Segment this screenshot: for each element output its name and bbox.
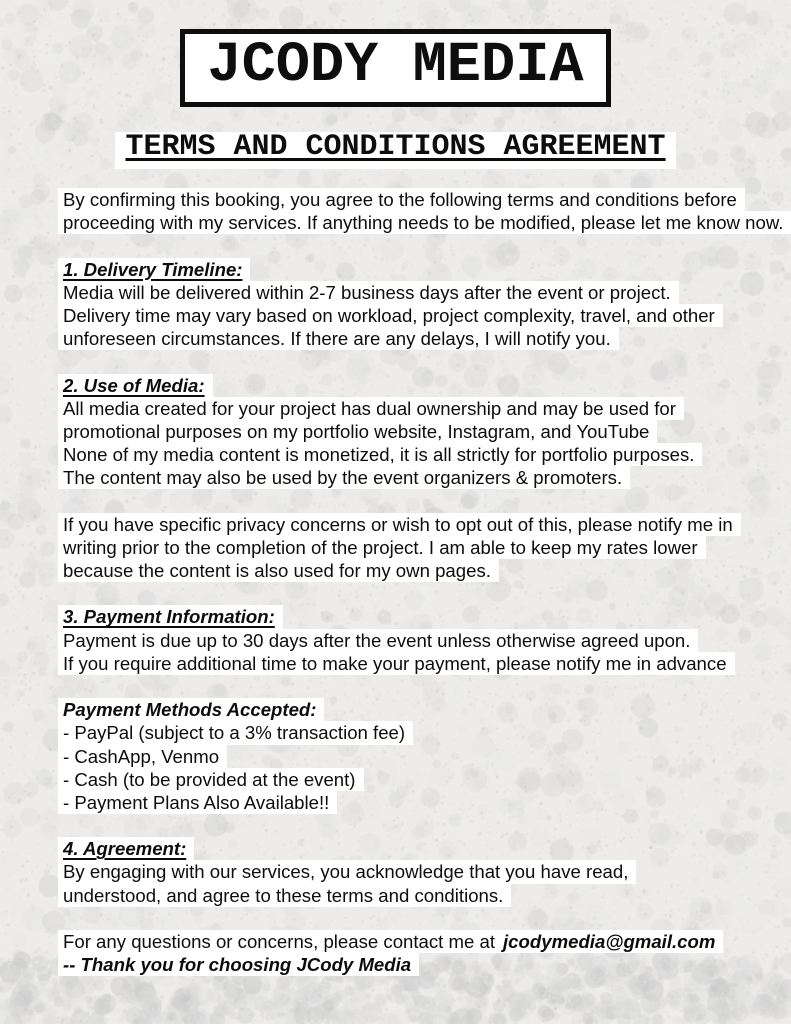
text-line: The content may also be used by the event organizers & promoters. [58, 466, 630, 489]
section-delivery-timeline [58, 258, 791, 351]
text-line: All media created for your project has dual ownership and may be used for [58, 397, 684, 420]
intro-paragraph [58, 188, 791, 234]
text-line: unforeseen circumstances. If there are any delays, I will notify you. [58, 327, 619, 350]
section-payment-information [58, 605, 791, 675]
contact-email: jcodymedia@gmail.com [503, 931, 716, 952]
text-line: If you have specific privacy concerns or wish to opt out of this, please notify me in [58, 513, 741, 536]
list-item: - PayPal (subject to a 3% transaction fee) [58, 721, 413, 744]
logo-row [0, 29, 791, 107]
text-line: None of my media content is monetized, it is all strictly for portfolio purposes. [58, 443, 702, 466]
list-item: - CashApp, Venmo [58, 745, 227, 768]
contact-block [58, 930, 791, 976]
section-agreement [58, 837, 791, 907]
text-line: understood, and agree to these terms and conditions. [58, 884, 511, 907]
privacy-paragraph [58, 513, 791, 583]
section-heading: Payment Methods Accepted: [58, 698, 324, 721]
text-line: By confirming this booking, you agree to the following terms and conditions before [58, 188, 745, 211]
closing-line: -- Thank you for choosing JCody Media [58, 953, 419, 976]
logo-box [180, 29, 610, 107]
contact-prefix: For any questions or concerns, please contact me at [63, 931, 496, 952]
text-line: If you require additional time to make your payment, please notify me in advance [58, 652, 735, 675]
section-heading: 3. Payment Information: [58, 605, 283, 628]
contact-line [58, 930, 723, 953]
page-title: TERMS AND CONDITIONS AGREEMENT [115, 132, 675, 169]
section-use-of-media [58, 374, 791, 490]
text-line: By engaging with our services, you acknowledge that you have read, [58, 860, 636, 883]
title-row [0, 132, 791, 169]
list-item: - Payment Plans Also Available!! [58, 791, 337, 814]
text-line: Payment is due up to 30 days after the event unless otherwise agreed upon. [58, 629, 698, 652]
document-body [58, 188, 791, 976]
logo-text: JCODY MEDIA [207, 34, 584, 98]
section-heading: 1. Delivery Timeline: [58, 258, 250, 281]
section-heading: 2. Use of Media: [58, 374, 213, 397]
text-line: proceeding with my services. If anything needs to be modified, please let me know now. [58, 211, 791, 234]
list-item: - Cash (to be provided at the event) [58, 768, 364, 791]
text-line: because the content is also used for my own pages. [58, 559, 499, 582]
text-line: promotional purposes on my portfolio website, Instagram, and YouTube [58, 420, 657, 443]
section-heading: 4. Agreement: [58, 837, 194, 860]
text-line: Media will be delivered within 2-7 business days after the event or project. [58, 281, 679, 304]
section-payment-methods [58, 698, 791, 814]
text-line: Delivery time may vary based on workload, project complexity, travel, and other [58, 304, 723, 327]
text-line: writing prior to the completion of the project. I am able to keep my rates lower [58, 536, 706, 559]
